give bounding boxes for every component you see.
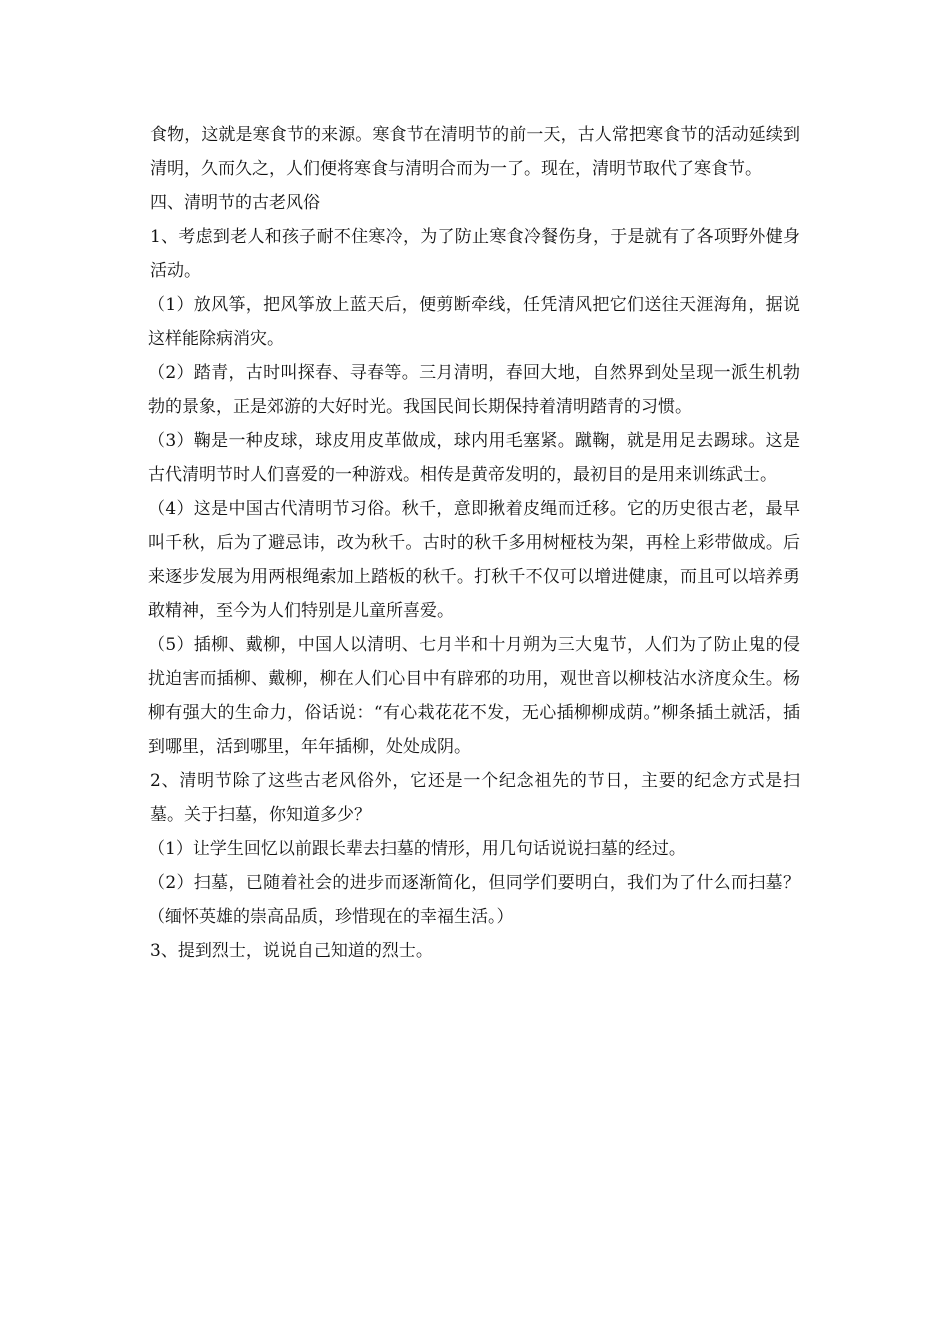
document-page: [150, 118, 800, 968]
item-1-outdoor-activities: 1、考虑到老人和孩子耐不住寒冷，为了防止寒食冷餐伤身，于是就有了各项野外健身活动。: [150, 227, 800, 281]
sub-item-willow: （5）插柳、戴柳，中国人以清明、七月半和十月朔为三大鬼节，人们为了防止鬼的侵扰迫害而插柳、戴柳，柳在人们心目中有辟邪的功用，观世音以柳枝沾水济度众生。杨柳有强大的生命力，俗话说：“有心栽花花不发，无心插柳柳成荫。”柳条插土就活，插到哪里，活到哪里，年年插柳，处处成阴。: [148, 635, 800, 757]
item-2-tomb-sweeping: 2、清明节除了这些古老风俗外，它还是一个纪念祖先的节日，主要的纪念方式是扫墓。关于扫墓，你知道多少？: [150, 771, 800, 825]
paragraph-intro-continuation: 食物，这就是寒食节的来源。寒食节在清明节的前一天，古人常把寒食节的活动延续到清明，久而久之，人们便将寒食与清明合而为一了。现在，清明节取代了寒食节。: [150, 125, 800, 179]
section-heading-customs: 四、清明节的古老风俗: [150, 193, 320, 213]
item-3-martyrs: 3、提到烈士，说说自己知道的烈士。: [150, 941, 433, 961]
sub-item-swing: （4）这是中国古代清明节习俗。秋千，意即揪着皮绳而迁移。它的历史很古老，最早叫千秋，后为了避忌讳，改为秋千。古时的秋千多用树桠枝为架，再栓上彩带做成。后来逐步发展为用两根绳索加上踏板的秋千。打秋千不仅可以增进健康，而且可以培养勇敢精神，至今为人们特别是儿童所喜爱。: [148, 499, 800, 621]
sub-item-why-sweep: （2）扫墓，已随着社会的进步而逐渐简化，但同学们要明白，我们为了什么而扫墓？（缅怀英雄的崇高品质，珍惜现在的幸福生活。）: [148, 873, 800, 927]
sub-item-spring-outing: （2）踏青，古时叫探春、寻春等。三月清明，春回大地，自然界到处呈现一派生机勃勃的景象，正是郊游的大好时光。我国民间长期保持着清明踏青的习惯。: [148, 363, 800, 417]
sub-item-recall: （1）让学生回忆以前跟长辈去扫墓的情形，用几句话说说扫墓的经过。: [148, 839, 686, 859]
sub-item-kite-flying: （1）放风筝，把风筝放上蓝天后，便剪断牵线，任凭清风把它们送往天涯海角，据说这样能除病消灾。: [148, 295, 800, 349]
sub-item-cuju: （3）鞠是一种皮球，球皮用皮革做成，球内用毛塞紧。蹴鞠，就是用足去踢球。这是古代清明节时人们喜爱的一种游戏。相传是黄帝发明的，最初目的是用来训练武士。: [148, 431, 800, 485]
